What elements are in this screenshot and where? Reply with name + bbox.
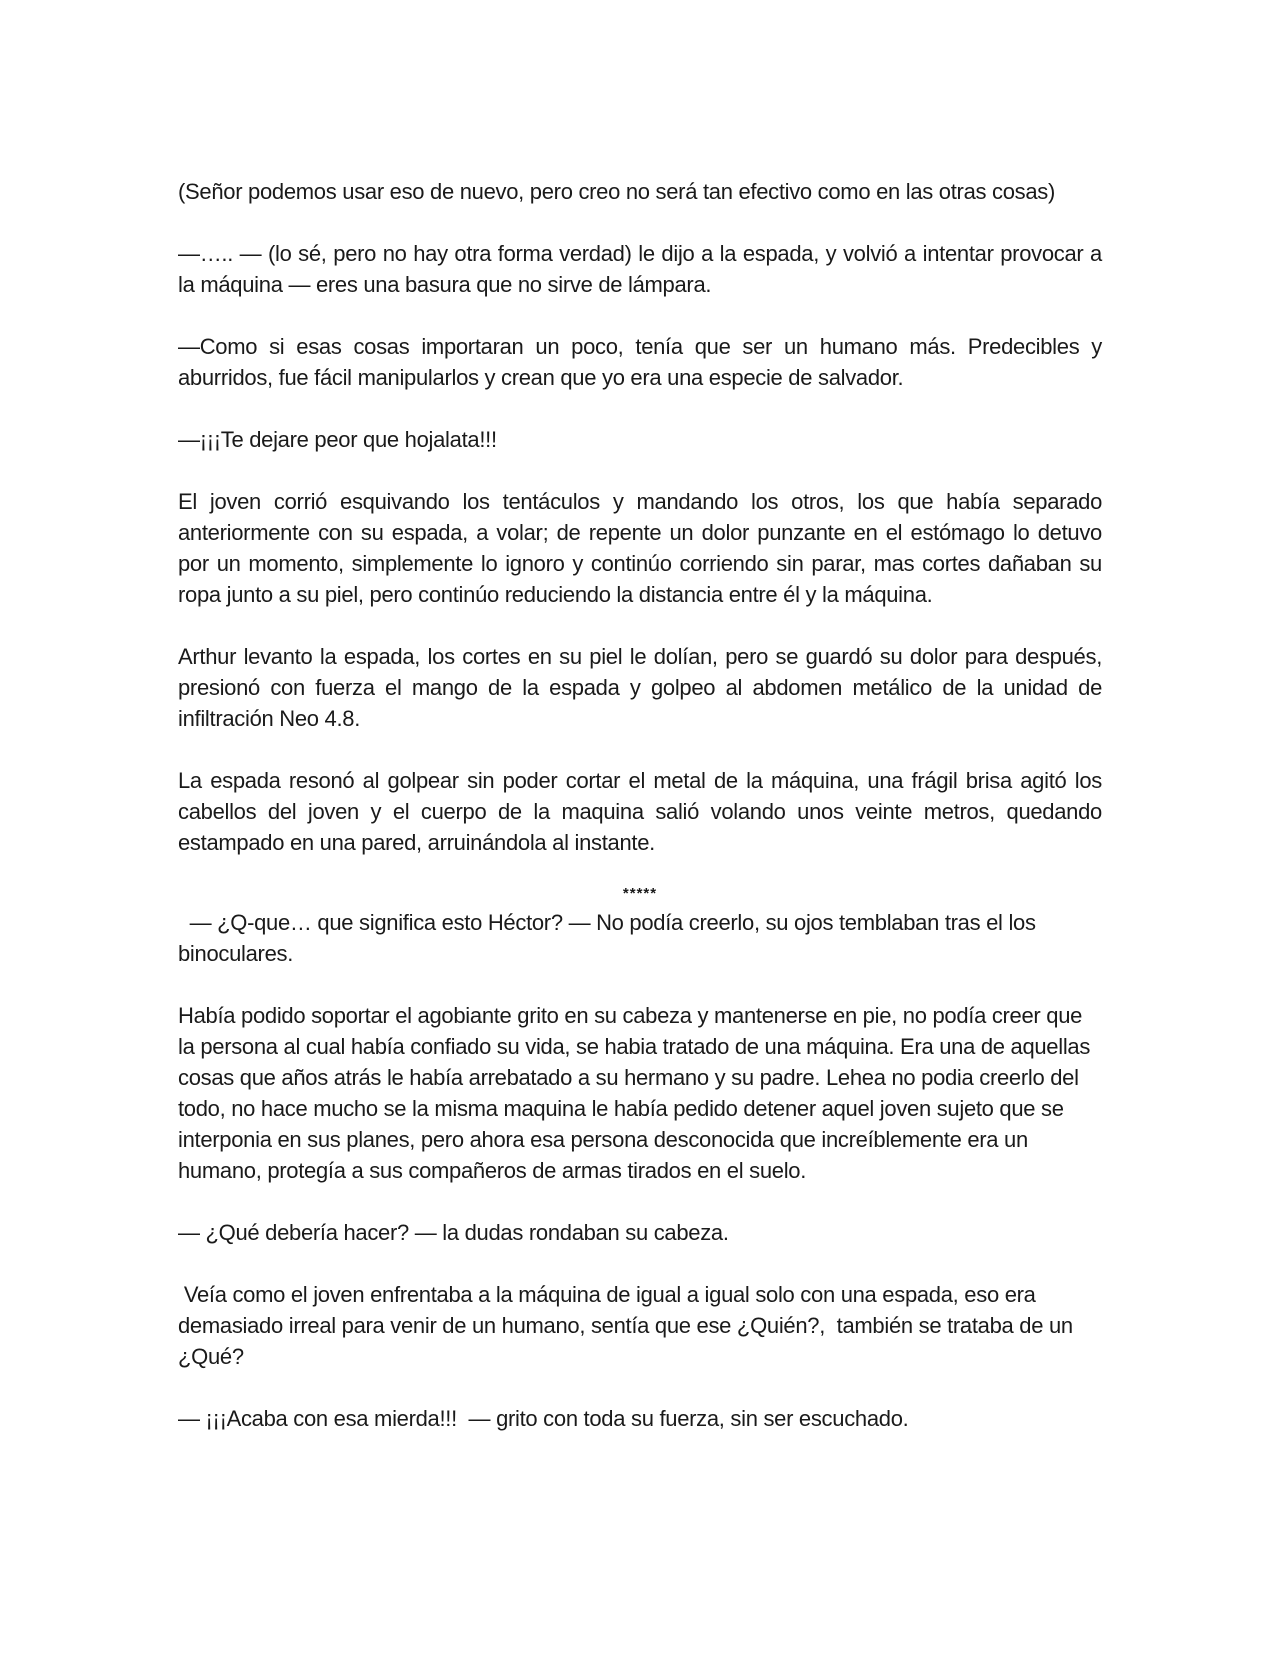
paragraph: — ¿Qué debería hacer? — la dudas rondaban su cabeza. [178,1220,729,1245]
paragraph: Veía como el joven enfrentaba a la máquina de igual a igual solo con una espada, eso era demasiado irreal para venir de un humano, sentía que ese ¿Quién?, también se trataba de un ¿Qué? [178,1282,1079,1369]
document-page [178,176,1102,1465]
paragraph: —Como si esas cosas importaran un poco, tenía que ser un humano más. Predecibles y aburridos, fue fácil manipularlos y crean que yo era una especie de salvador. [178,334,1102,390]
paragraph: Arthur levanto la espada, los cortes en su piel le dolían, pero se guardó su dolor para después, presionó con fuerza el mango de la espada y golpeo al abdomen metálico de la unidad de infiltración Neo 4.8. [178,644,1102,731]
scene-separator: ***** [622,885,658,902]
paragraph: —….. — (lo sé, pero no hay otra forma verdad) le dijo a la espada, y volvió a intentar provocar a la máquina — eres una basura que no sirve de lámpara. [178,241,1102,297]
paragraph: (Señor podemos usar eso de nuevo, pero creo no será tan efectivo como en las otras cosas) [178,179,1056,204]
paragraph: — ¿Q-que… que significa esto Héctor? — No podía creerlo, su ojos temblaban tras el los binoculares. [178,910,1042,966]
paragraph: El joven corrió esquivando los tentáculos y mandando los otros, los que había separado anteriormente con su espada, a volar; de repente un dolor punzante en el estómago lo detuvo por un momento, simplemente lo ignoro y continúo corriendo sin parar, mas cortes dañaban su ropa junto a su piel, pero continúo reduciendo la distancia entre él y la máquina. [178,489,1102,607]
paragraph: —¡¡¡Te dejare peor que hojalata!!! [178,427,497,452]
paragraph: Había podido soportar el agobiante grito en su cabeza y mantenerse en pie, no podía creer que la persona al cual había confiado su vida, se habia tratado de una máquina. Era una de aquellas cosas que años atrás le había arrebatado a su hermano y su padre. Lehea no podia creerlo del todo, no hace mucho se la misma maquina le había pedido detener aquel joven sujeto que se interponia en sus planes, pero ahora esa persona desconocida que increíblemente era un humano, protegía a sus compañeros de armas tirados en el suelo. [178,1003,1091,1183]
paragraph: La espada resonó al golpear sin poder cortar el metal de la máquina, una frágil brisa agitó los cabellos del joven y el cuerpo de la maquina salió volando unos veinte metros, quedando estampado en una pared, arruinándola al instante. [178,768,1102,855]
paragraph: — ¡¡¡Acaba con esa mierda!!! — grito con toda su fuerza, sin ser escuchado. [178,1406,909,1431]
